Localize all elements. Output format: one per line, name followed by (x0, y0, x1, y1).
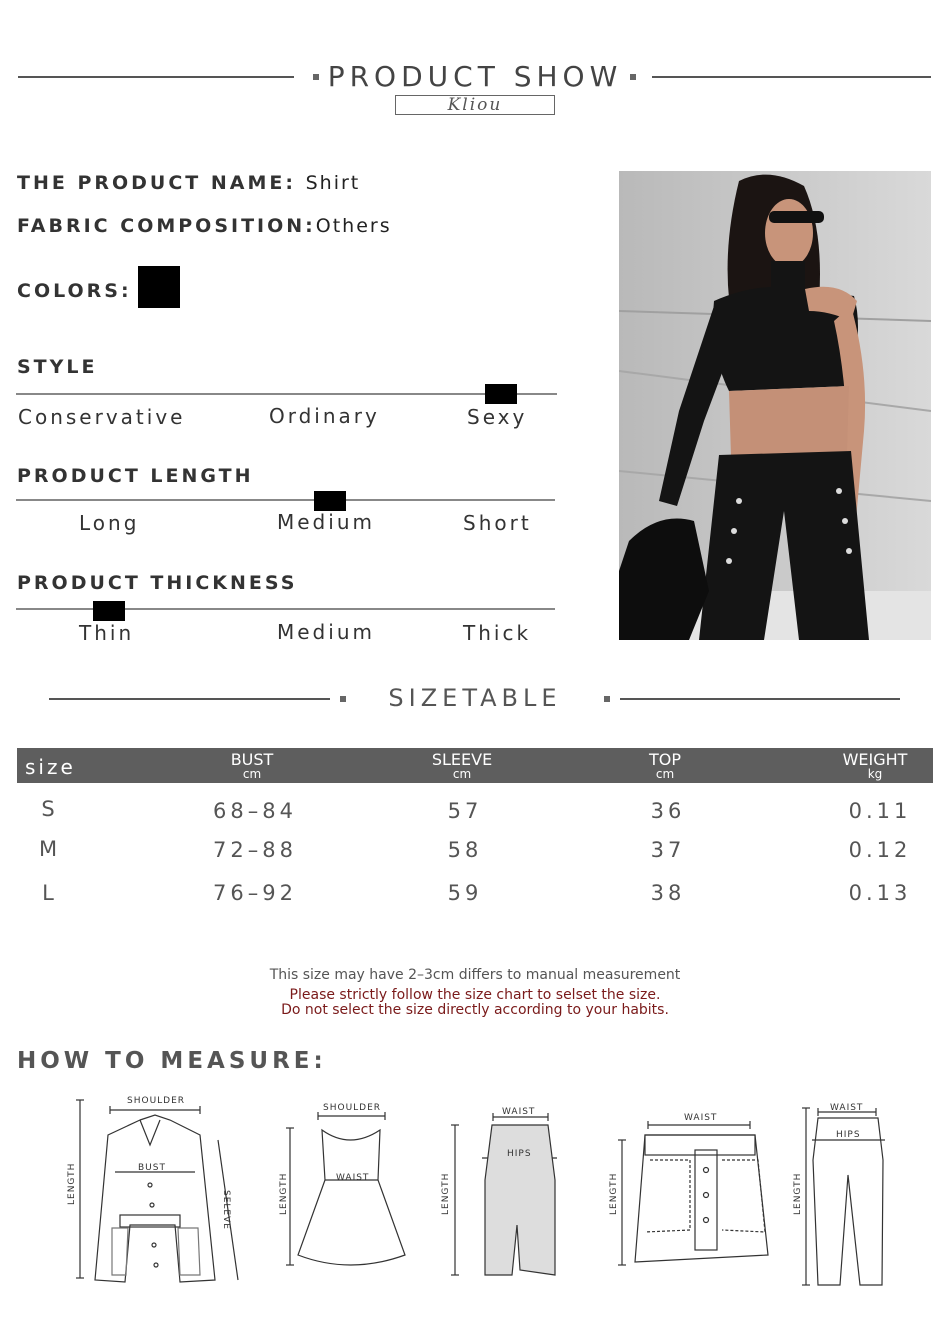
shorts-diagram (618, 1121, 768, 1265)
dress-length-label: LENGTH (279, 1172, 289, 1215)
colors-label: COLORS: (17, 280, 132, 302)
row-s-sleeve: 57 (447, 799, 483, 823)
style-option-ordinary: Ordinary (269, 404, 380, 428)
pants-waist-label: WAIST (830, 1103, 864, 1113)
jacket-sleeve-label: SELEVE (221, 1190, 231, 1230)
style-title: STYLE (17, 356, 98, 378)
style-marker (485, 384, 517, 404)
thickness-option-thin: Thin (79, 621, 135, 645)
dress-diagram (286, 1112, 405, 1265)
product-name-value: Shirt (305, 172, 361, 194)
sizetable-title: SIZETABLE (388, 684, 562, 712)
header-size: size (25, 755, 76, 779)
header-sleeve-unit: cm (452, 767, 472, 781)
product-name-row (17, 172, 360, 194)
header-weight-label: WEIGHT (842, 750, 908, 769)
note-do-not-select: Do not select the size directly according to your habits. (281, 1002, 669, 1018)
product-photo (619, 171, 931, 640)
header-sleeve (412, 752, 512, 782)
skirt-hips-label: HIPS (507, 1149, 532, 1159)
header-bust (202, 752, 302, 782)
row-s-weight: 0.11 (848, 799, 912, 823)
skirt-waist-label: WAIST (502, 1107, 536, 1117)
row-l-bust: 76–92 (213, 881, 297, 905)
page-title: PRODUCT SHOW (327, 60, 623, 93)
header-rule-right (652, 76, 931, 78)
size-table-header (17, 748, 933, 783)
header-bust-unit: cm (242, 767, 262, 781)
brand-logo: Kliou (395, 95, 555, 115)
jacket-length-label: LENGTH (67, 1162, 77, 1205)
row-l-size: L (42, 881, 58, 905)
row-m-size: M (38, 837, 62, 861)
note-follow-chart: Please strictly follow the size chart to selset the size. (289, 987, 661, 1003)
thickness-option-thick: Thick (463, 621, 532, 645)
row-s-top: 36 (650, 799, 686, 823)
jacket-shoulder-label: SHOULDER (127, 1096, 186, 1106)
thickness-marker (93, 601, 125, 621)
note-measurement: This size may have 2–3cm differs to manual measurement (269, 967, 681, 983)
shorts-length-label: LENGTH (609, 1172, 619, 1215)
fabric-label: FABRIC COMPOSITION: (17, 215, 316, 237)
jacket-bust-label: BUST (138, 1163, 166, 1173)
style-option-conservative: Conservative (18, 405, 186, 429)
header-top-label: TOP (648, 750, 681, 769)
fabric-value: Others (315, 215, 392, 237)
header-sleeve-label: SLEEVE (431, 750, 493, 769)
product-name-label: THE PRODUCT NAME: (17, 172, 296, 194)
header-weight-unit: kg (867, 767, 883, 781)
header-weight (825, 752, 925, 782)
fabric-row (17, 215, 392, 237)
row-s-bust: 68–84 (213, 799, 297, 823)
length-option-medium: Medium (277, 510, 375, 534)
skirt-length-label: LENGTH (441, 1172, 451, 1215)
length-option-long: Long (79, 511, 140, 535)
row-l-weight: 0.13 (848, 881, 912, 905)
row-m-top: 37 (650, 838, 686, 862)
row-s-size: S (41, 797, 59, 821)
style-option-sexy: Sexy (467, 405, 528, 429)
sizetable-bullet-right (604, 696, 610, 702)
dress-waist-label: WAIST (336, 1173, 370, 1183)
row-m-weight: 0.12 (848, 838, 912, 862)
how-to-measure-title: HOW TO MEASURE: (17, 1048, 327, 1074)
model-illustration (619, 171, 931, 640)
shorts-waist-label: WAIST (684, 1113, 718, 1123)
thickness-title: PRODUCT THICKNESS (17, 572, 298, 594)
pants-hips-label: HIPS (836, 1130, 861, 1140)
row-m-bust: 72–88 (213, 838, 297, 862)
sizetable-rule-right (620, 698, 900, 700)
header-bust-label: BUST (230, 750, 274, 769)
skirt-diagram (451, 1113, 557, 1275)
length-option-short: Short (463, 511, 532, 535)
measurement-diagrams (0, 1085, 950, 1300)
thickness-option-medium: Medium (277, 620, 375, 644)
header-bullet-right (630, 74, 636, 80)
header-top-unit: cm (655, 767, 675, 781)
dress-shoulder-label: SHOULDER (323, 1103, 382, 1113)
header-top (615, 752, 715, 782)
row-l-top: 38 (650, 881, 686, 905)
pants-length-label: LENGTH (793, 1172, 803, 1215)
length-scale-line (16, 499, 555, 501)
color-swatch-black (138, 266, 180, 308)
row-m-sleeve: 58 (447, 838, 483, 862)
row-l-sleeve: 59 (447, 881, 483, 905)
jacket-diagram (76, 1100, 238, 1282)
style-scale-line (16, 393, 557, 395)
length-title: PRODUCT LENGTH (17, 465, 254, 487)
length-marker (314, 491, 346, 511)
